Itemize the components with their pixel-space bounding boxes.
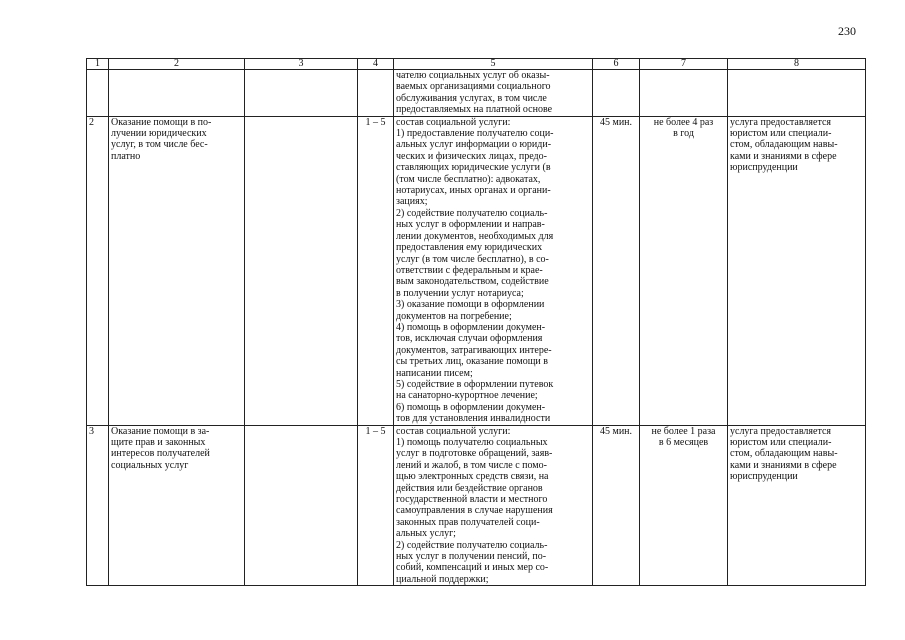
service-time: 45 мин. bbox=[593, 425, 640, 586]
header-cell: 3 bbox=[245, 59, 358, 70]
service-content: состав социальной услуги: 1) предоставление получателю соци- альных услуг информации о юриди- ческих и физических лицах, предо- ставляющих юридические услуги (в (том числе бесплатно): адвокатах, нотариусах, иных органах и органи- зациях; 2) содействие получателю социаль- ных услуг в оформлении и направ- лении документов, необходимых для предоставления ему юридических услуг (в том числе бесплатно), в со- ответствии с федеральным и крае- вым законодательством, содействие в получении услуг нотариуса; 3) оказание помощи в оформлении документов на погребение; 4) помощь в оформлении докумен- тов, исключая случаи оформления документов, затрагивающих интере- сы третьих лиц, оказание помощи в написании писем; 5) содействие в оформлении путевок на санаторно-курортное лечение; 6) помощь в оформлении докумен- тов для установления инвалидности bbox=[394, 116, 593, 425]
page-number: 230 bbox=[838, 24, 856, 38]
header-cell: 7 bbox=[640, 59, 728, 70]
service-name: Оказание помощи в за- щите прав и законных интересов получателей социальных услуг bbox=[109, 425, 245, 586]
header-cell: 6 bbox=[593, 59, 640, 70]
header-cell: 2 bbox=[109, 59, 245, 70]
header-cell: 8 bbox=[728, 59, 866, 70]
header-cell: 5 bbox=[394, 59, 593, 70]
col3-cell bbox=[245, 425, 358, 586]
table-row bbox=[87, 425, 866, 586]
group-range: 1 – 5 bbox=[358, 425, 394, 586]
service-time: 45 мин. bbox=[593, 116, 640, 425]
col3-cell bbox=[245, 116, 358, 425]
continuation-row bbox=[87, 70, 866, 117]
service-content: состав социальной услуги: 1) помощь получателю социальных услуг в подготовке обращений, заяв- лений и жалоб, в том числе с помо- щью электронных средств связи, на действия или бездействие органов государственной власти и местного самоуправления в случае нарушения законных прав получателей соци- альных услуг; 2) содействие получателю социаль- ных услуг в получении пенсий, по- собий, компенсаций и иных мер со- циальной поддержки; bbox=[394, 425, 593, 586]
header-cell: 4 bbox=[358, 59, 394, 70]
service-provider: услуга предоставляется юристом или специали- стом, обладающим навы- ками и знаниями в сфере юриспруденции bbox=[728, 116, 866, 425]
continuation-text: чателю социальных услуг об оказы- ваемых организациями социального обслуживания услугах, в том числе предоставляемых на платной основе bbox=[394, 70, 593, 117]
row-number: 3 bbox=[87, 425, 109, 586]
service-frequency: не более 4 раз в год bbox=[640, 116, 728, 425]
service-name: Оказание помощи в по- лучении юридических услуг, в том числе бес- платно bbox=[109, 116, 245, 425]
header-cell: 1 bbox=[87, 59, 109, 70]
services-table bbox=[86, 58, 866, 586]
header-row bbox=[87, 59, 866, 70]
service-frequency: не более 1 раза в 6 месяцев bbox=[640, 425, 728, 586]
service-provider: услуга предоставляется юристом или специали- стом, обладающим навы- ками и знаниями в сфере юриспруденции bbox=[728, 425, 866, 586]
group-range: 1 – 5 bbox=[358, 116, 394, 425]
table-row bbox=[87, 116, 866, 425]
row-number: 2 bbox=[87, 116, 109, 425]
